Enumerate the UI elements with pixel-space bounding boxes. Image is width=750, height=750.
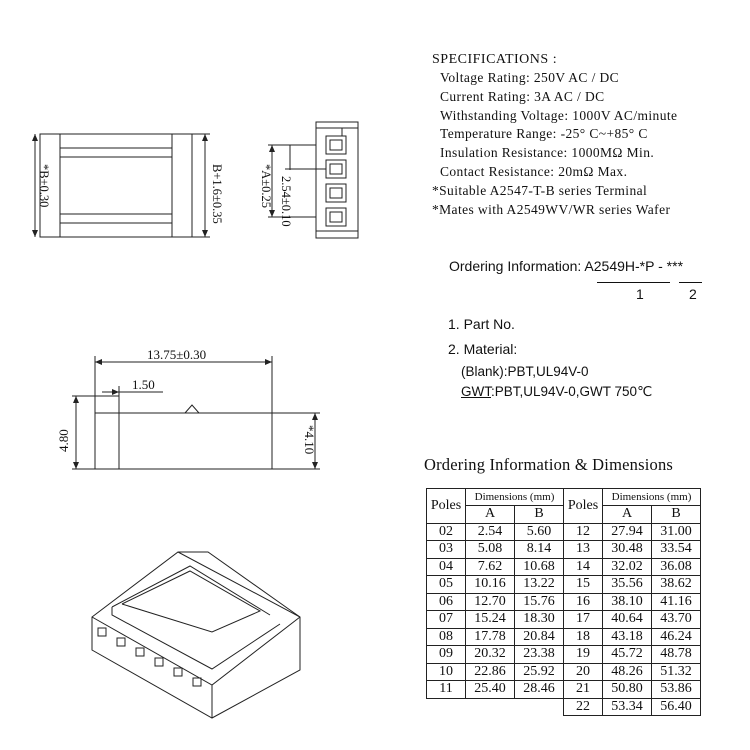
dim-a-cell: 12.70 bbox=[466, 593, 515, 611]
dimensions-header: Dimensions (mm) bbox=[466, 489, 564, 506]
dim-a-cell: 43.18 bbox=[603, 628, 652, 646]
dim-a-star: *A±0.25 bbox=[259, 164, 273, 209]
dim-b-cell: 8.14 bbox=[515, 541, 564, 559]
dim-a-cell: 48.26 bbox=[603, 663, 652, 681]
col-a-header: A bbox=[466, 506, 515, 524]
poles-cell: 03 bbox=[427, 541, 466, 559]
dim-b-cell: 33.54 bbox=[652, 541, 701, 559]
ordering-label: Ordering Information: bbox=[449, 258, 582, 274]
dim-b-cell: 36.08 bbox=[652, 558, 701, 576]
dim-a-cell: 22.86 bbox=[466, 663, 515, 681]
dim-a-cell: 5.08 bbox=[466, 541, 515, 559]
dim-a-cell bbox=[466, 698, 515, 716]
top-view-drawing bbox=[35, 134, 210, 237]
dim-b-cell: 13.22 bbox=[515, 576, 564, 594]
ordering-index-2: 2 bbox=[689, 286, 697, 302]
table-row bbox=[427, 576, 701, 594]
poles-cell: 08 bbox=[427, 628, 466, 646]
spec-temperature: Temperature Range: -25° C~+85° C bbox=[440, 126, 648, 142]
col-b-header: B bbox=[515, 506, 564, 524]
poles-cell: 14 bbox=[564, 558, 603, 576]
poles-cell: 21 bbox=[564, 681, 603, 699]
specifications-block bbox=[432, 50, 747, 219]
spec-voltage: Voltage Rating: 250V AC / DC bbox=[440, 70, 620, 85]
poles-cell: 19 bbox=[564, 646, 603, 664]
material-gwt-key: GWT bbox=[461, 384, 491, 399]
spec-insulation: Insulation Resistance: 1000MΩ Min. bbox=[440, 145, 655, 161]
dim-b-cell: 20.84 bbox=[515, 628, 564, 646]
poles-cell: 17 bbox=[564, 611, 603, 629]
poles-cell: 02 bbox=[427, 523, 466, 541]
dim-offset: 1.50 bbox=[132, 377, 155, 392]
table-row bbox=[427, 628, 701, 646]
dim-a-cell: 20.32 bbox=[466, 646, 515, 664]
poles-cell: 09 bbox=[427, 646, 466, 664]
ordering-code-underline bbox=[597, 282, 670, 283]
poles-cell: 13 bbox=[564, 541, 603, 559]
dim-a-cell: 7.62 bbox=[466, 558, 515, 576]
material-blank-value: :PBT,UL94V-0 bbox=[503, 364, 589, 379]
poles-cell: 04 bbox=[427, 558, 466, 576]
table-row bbox=[427, 681, 701, 699]
table-row bbox=[427, 541, 701, 559]
dim-b-cell: 43.70 bbox=[652, 611, 701, 629]
ordering-code-part: A2549H-*P bbox=[584, 258, 655, 274]
poles-cell bbox=[427, 698, 466, 716]
dim-a-cell: 35.56 bbox=[603, 576, 652, 594]
spec-current: Current Rating: 3A AC / DC bbox=[440, 88, 605, 104]
dim-a-cell: 50.80 bbox=[603, 681, 652, 699]
dim-a-cell: 45.72 bbox=[603, 646, 652, 664]
dim-b-cell: 10.68 bbox=[515, 558, 564, 576]
poles-cell: 07 bbox=[427, 611, 466, 629]
poles-cell: 10 bbox=[427, 663, 466, 681]
dim-b-total: B+1.6±0.35 bbox=[210, 164, 224, 224]
table-row bbox=[427, 523, 701, 541]
dim-b-cell: 46.24 bbox=[652, 628, 701, 646]
material-gwt bbox=[461, 384, 652, 400]
dimensions-table-title: Ordering Information & Dimensions bbox=[424, 455, 674, 474]
dim-height-star: *4.10 bbox=[302, 425, 317, 455]
poles-cell: 15 bbox=[564, 576, 603, 594]
profile-drawing bbox=[72, 356, 320, 469]
dim-b-cell: 28.46 bbox=[515, 681, 564, 699]
ordering-index-1: 1 bbox=[636, 286, 644, 302]
spec-withstanding: Withstanding Voltage: 1000V AC/minute bbox=[440, 107, 678, 123]
dim-b-cell: 48.78 bbox=[652, 646, 701, 664]
dim-a-cell: 27.94 bbox=[603, 523, 652, 541]
dim-a-cell: 53.34 bbox=[603, 698, 652, 716]
material-label: 2. Material: bbox=[448, 341, 518, 357]
spec-contact: Contact Resistance: 20mΩ Max. bbox=[440, 163, 628, 179]
poles-cell: 16 bbox=[564, 593, 603, 611]
dim-height: 4.80 bbox=[56, 429, 71, 452]
material-gwt-value: :PBT,UL94V-0,GWT 750℃ bbox=[491, 384, 653, 399]
spec-note-terminal: *Suitable A2547-T-B series Terminal bbox=[432, 182, 648, 198]
table-row bbox=[427, 646, 701, 664]
dim-length: 13.75±0.30 bbox=[147, 347, 207, 362]
dimensions-header-right: Dimensions (mm) bbox=[603, 489, 701, 506]
dim-b-cell: 51.32 bbox=[652, 663, 701, 681]
spec-note-wafer: *Mates with A2549WV/WR series Wafer bbox=[432, 201, 671, 217]
table-row bbox=[427, 663, 701, 681]
dim-b-cell: 31.00 bbox=[652, 523, 701, 541]
poles-cell: 18 bbox=[564, 628, 603, 646]
dim-a-cell: 30.48 bbox=[603, 541, 652, 559]
dim-a-cell: 38.10 bbox=[603, 593, 652, 611]
col-a-header-right: A bbox=[603, 506, 652, 524]
poles-cell: 22 bbox=[564, 698, 603, 716]
poles-cell: 12 bbox=[564, 523, 603, 541]
dim-b-cell: 5.60 bbox=[515, 523, 564, 541]
part-no-label: 1. Part No. bbox=[448, 316, 515, 332]
dim-b-cell: 56.40 bbox=[652, 698, 701, 716]
isometric-housing-drawing bbox=[92, 552, 300, 718]
poles-cell: 06 bbox=[427, 593, 466, 611]
poles-header-right: Poles bbox=[564, 489, 603, 524]
dim-a-cell: 32.02 bbox=[603, 558, 652, 576]
dim-b-cell: 38.62 bbox=[652, 576, 701, 594]
ordering-dash: - bbox=[654, 258, 667, 274]
specifications-title: SPECIFICATIONS : bbox=[432, 52, 558, 67]
table-row bbox=[427, 593, 701, 611]
dim-b-cell: 41.16 bbox=[652, 593, 701, 611]
poles-cell: 20 bbox=[564, 663, 603, 681]
material-blank bbox=[461, 364, 589, 379]
dimensions-table bbox=[426, 488, 701, 716]
poles-cell: 05 bbox=[427, 576, 466, 594]
dim-b-cell: 23.38 bbox=[515, 646, 564, 664]
dim-pitch: 2.54±0.10 bbox=[279, 176, 293, 227]
dim-b-cell: 18.30 bbox=[515, 611, 564, 629]
material-blank-key: (Blank) bbox=[461, 364, 504, 379]
table-row bbox=[427, 698, 701, 716]
ordering-code-underline-material bbox=[679, 282, 702, 283]
poles-cell: 11 bbox=[427, 681, 466, 699]
dim-a-cell: 2.54 bbox=[466, 523, 515, 541]
ordering-information bbox=[449, 258, 683, 274]
dim-b-cell: 15.76 bbox=[515, 593, 564, 611]
dim-b-cell: 25.92 bbox=[515, 663, 564, 681]
dim-a-cell: 15.24 bbox=[466, 611, 515, 629]
table-row bbox=[427, 611, 701, 629]
dim-a-cell: 40.64 bbox=[603, 611, 652, 629]
dim-b-cell: 53.86 bbox=[652, 681, 701, 699]
dim-a-cell: 25.40 bbox=[466, 681, 515, 699]
dim-a-cell: 17.78 bbox=[466, 628, 515, 646]
poles-header: Poles bbox=[427, 489, 466, 524]
ordering-code-material: *** bbox=[666, 258, 684, 274]
col-b-header-right: B bbox=[652, 506, 701, 524]
dim-b-star: *B±0.30 bbox=[37, 164, 51, 208]
dim-b-cell bbox=[515, 698, 564, 716]
dim-a-cell: 10.16 bbox=[466, 576, 515, 594]
table-row bbox=[427, 558, 701, 576]
